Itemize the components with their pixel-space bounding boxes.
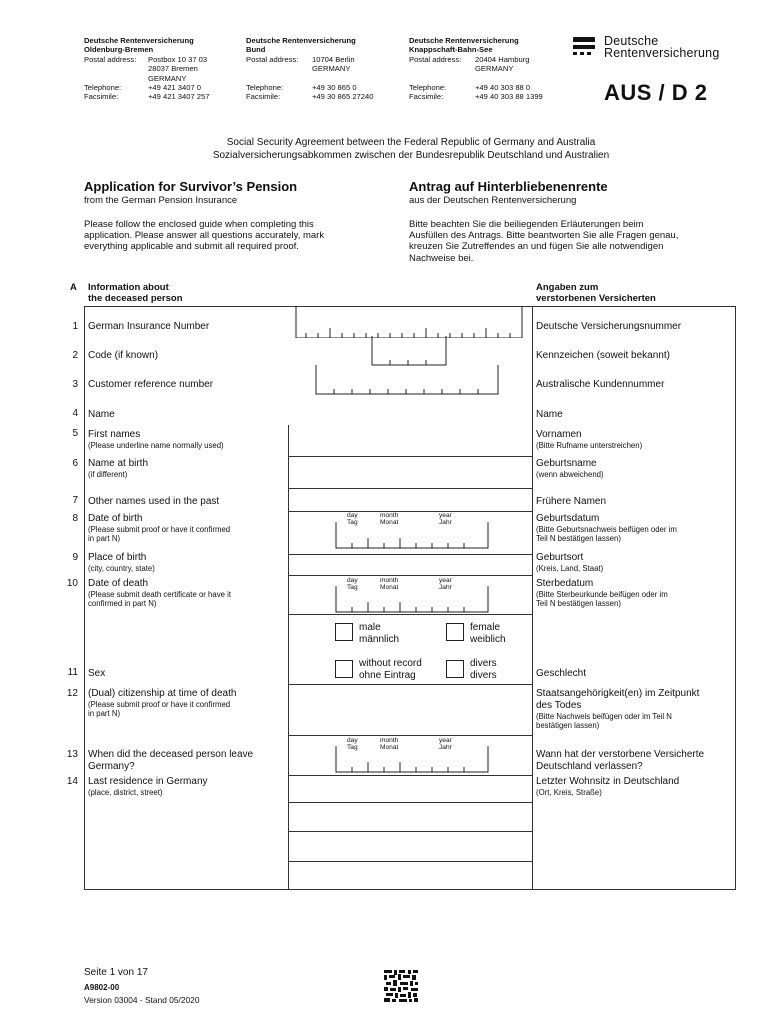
- row-number: 8: [72, 513, 78, 524]
- telephone-label: Telephone:: [84, 83, 122, 93]
- telephone-label: Telephone:: [409, 83, 447, 93]
- label-sub: (city, country, state): [88, 564, 155, 573]
- label-name-de: Name: [536, 409, 563, 420]
- label-sub: (Ort, Kreis, Straße): [536, 788, 602, 797]
- qr-code-icon: [384, 970, 418, 1002]
- label-main: des Todes: [536, 700, 582, 711]
- label-sub: (Bitte Sterbeurkunde beifügen oder im: [536, 590, 668, 599]
- option-de: weiblich: [470, 634, 506, 645]
- sex-divers-checkbox[interactable]: [446, 660, 464, 678]
- fax-label: Facsimile:: [246, 92, 281, 102]
- logo-text: [604, 35, 719, 59]
- sex-female-label: [470, 622, 506, 646]
- row-number: 3: [72, 379, 78, 390]
- label-sub: (Bitte Nachweis beifügen oder im Teil N: [536, 712, 672, 721]
- table-border-left: [84, 306, 85, 890]
- label-code: Code (if known): [88, 350, 159, 361]
- label-kundennummer: Australische Kundennummer: [536, 379, 665, 390]
- fax-value: +49 40 303 88 1399: [475, 92, 543, 102]
- postal-line: Postbox 10 37 03: [148, 54, 208, 64]
- label-main: Place of birth: [88, 552, 147, 563]
- logo-line2: Rentenversicherung: [604, 46, 720, 60]
- row-number: 14: [66, 776, 78, 787]
- sex-divers-label: [470, 658, 497, 682]
- label-main: Staatsangehörigkeit(en) im Zeitpunkt: [536, 688, 700, 699]
- day-label: day: [347, 577, 358, 584]
- first-names-input[interactable]: [290, 428, 530, 454]
- row-number: 13: [66, 749, 78, 760]
- label-main: Deutschland verlassen?: [536, 761, 643, 772]
- label-sterbedatum: [536, 578, 668, 609]
- label-sub: in part N): [88, 709, 121, 719]
- fax-value: +49 30 865 27240: [312, 92, 374, 102]
- other-names-input[interactable]: [290, 490, 530, 510]
- section-title-line: Information about: [88, 282, 169, 293]
- code-field[interactable]: [370, 336, 450, 366]
- form-code: AUS / D 2: [604, 80, 708, 105]
- label-sub: (if different): [88, 470, 128, 479]
- option-en: male: [359, 622, 381, 633]
- office-knappschaft: [409, 36, 569, 102]
- insurance-number-field[interactable]: [290, 306, 532, 338]
- form-number: A9802-00: [84, 983, 120, 992]
- logo-line1: Deutsche: [604, 34, 659, 48]
- title-de: Antrag auf Hinterbliebenenrente: [409, 179, 608, 194]
- name-at-birth-input[interactable]: [290, 458, 530, 486]
- label-main: Wann hat der verstorbene Versicherte: [536, 749, 705, 760]
- fax-value: +49 421 3407 257: [148, 92, 210, 102]
- row-number: 9: [72, 552, 78, 563]
- drv-logo-icon: [572, 37, 598, 61]
- label-sub: (Please underline name normally used): [88, 441, 224, 450]
- input-line: [288, 735, 532, 736]
- label-sub: (Kreis, Land, Staat): [536, 564, 604, 573]
- postal-label: Postal address:: [409, 54, 462, 64]
- section-title-line: Angaben zum: [536, 282, 599, 293]
- option-en: divers: [470, 658, 497, 669]
- year-label: year: [439, 512, 452, 519]
- telephone-value: +49 30 865 0: [312, 83, 357, 93]
- label-main: Germany?: [88, 761, 135, 772]
- subtitle-en: from the German Pension Insurance: [84, 195, 238, 206]
- office-subname: Knappschaft-Bahn-See: [409, 45, 493, 55]
- row-number: 4: [72, 408, 78, 419]
- label-other-names: Other names used in the past: [88, 496, 220, 507]
- month-label: month: [380, 737, 399, 744]
- section-title-en: [88, 282, 183, 304]
- input-line: [288, 488, 532, 489]
- input-line: [288, 575, 532, 576]
- label-insurance-number: German Insurance Number: [88, 321, 210, 332]
- label-customer-reference: Customer reference number: [88, 379, 214, 390]
- label-geburtsdatum: [536, 513, 677, 544]
- office-name: Deutsche Rentenversicherung: [409, 36, 519, 45]
- input-line: [288, 614, 532, 615]
- postal-label: Postal address:: [84, 54, 137, 64]
- table-border-bottom: [84, 889, 736, 890]
- postal-line: 20404 Hamburg: [475, 54, 530, 64]
- label-sub: (wenn abweichend): [536, 470, 604, 479]
- tag-label: Tag: [347, 584, 358, 591]
- label-main: First names: [88, 429, 141, 440]
- option-de: ohne Eintrag: [359, 670, 416, 681]
- label-first-names: [88, 429, 224, 450]
- subtitle-de: aus der Deutschen Rentenversicherung: [409, 195, 577, 206]
- telephone-value: +49 421 3407 0: [148, 83, 201, 93]
- label-main: Vornamen: [536, 429, 582, 440]
- label-sub: (Please submit proof or have it confirmed: [88, 700, 231, 709]
- drv-logo: [572, 36, 732, 62]
- postal-line: GERMANY: [312, 64, 351, 74]
- label-staatsangehoerigkeit: [536, 688, 699, 731]
- office-name: Deutsche Rentenversicherung: [84, 36, 194, 45]
- month-label: month: [380, 512, 399, 519]
- intro-line: kreuzen Sie Zutreffendes an und fügen Sie alle notwendigen: [409, 241, 664, 253]
- label-main: Sterbedatum: [536, 578, 594, 589]
- label-sub: confirmed in part N): [88, 599, 157, 609]
- sex-male-checkbox[interactable]: [335, 623, 353, 641]
- option-en: without record: [359, 658, 422, 669]
- label-sub: (Bitte Rufname unterstreichen): [536, 441, 643, 450]
- label-left-germany: [88, 749, 253, 773]
- postal-line: 28037 Bremen: [148, 64, 198, 74]
- label-sub: Teil N bestätigen lassen): [536, 599, 621, 609]
- telephone-label: Telephone:: [246, 83, 284, 93]
- label-sub: (Please submit death certificate or have it: [88, 590, 232, 599]
- label-sub: (place, district, street): [88, 788, 163, 797]
- monat-label: Monat: [380, 584, 399, 591]
- label-sub: Teil N bestätigen lassen): [536, 534, 621, 544]
- label-date-of-death: [88, 578, 231, 609]
- label-main: Date of birth: [88, 513, 143, 524]
- date-left-germany-field[interactable]: [334, 746, 494, 774]
- title-en: Application for Survivor’s Pension: [84, 179, 298, 194]
- postal-line: 10704 Berlin: [312, 54, 355, 64]
- date-of-death-field[interactable]: [334, 586, 494, 614]
- input-line: [288, 456, 532, 457]
- sex-without-record-label: [359, 658, 422, 682]
- row-number: 5: [72, 428, 78, 439]
- column-divider-left: [288, 425, 289, 890]
- label-deutschland-verlassen: [536, 749, 704, 773]
- intro-line: everything applicable and submit all required proof.: [84, 241, 299, 253]
- intro-en: [84, 219, 324, 253]
- jahr-label: Jahr: [439, 584, 452, 591]
- page-number: Seite 1 von 17: [84, 967, 148, 978]
- place-of-birth-input[interactable]: [290, 556, 530, 574]
- row-number: 10: [66, 578, 78, 589]
- month-label: month: [380, 577, 399, 584]
- year-label: year: [439, 577, 452, 584]
- intro-line: Ausfüllen des Antrags. Bitte beantworten Sie alle Fragen genau,: [409, 230, 679, 242]
- telephone-value: +49 40 303 88 0: [475, 83, 531, 93]
- jahr-label: Jahr: [439, 744, 452, 751]
- label-place-of-birth: [88, 552, 155, 573]
- section-title-line: verstorbenen Versicherten: [536, 293, 656, 304]
- sex-male-label: [359, 622, 399, 646]
- sex-female-checkbox[interactable]: [446, 623, 464, 641]
- row-number: 11: [67, 667, 78, 678]
- input-line: [288, 775, 532, 776]
- office-bund: [246, 36, 406, 102]
- label-main: Geburtsort: [536, 552, 584, 563]
- input-line: [288, 554, 532, 555]
- tag-label: Tag: [347, 519, 358, 526]
- jahr-label: Jahr: [439, 519, 452, 526]
- label-main: Last residence in Germany: [88, 776, 208, 787]
- row-number: 12: [66, 688, 78, 699]
- label-main: Geburtsname: [536, 458, 597, 469]
- table-border-right: [735, 306, 736, 890]
- intro-line: application. Please answer all questions accurately, mark: [84, 230, 325, 242]
- option-en: female: [470, 622, 501, 633]
- day-label: day: [347, 737, 358, 744]
- intro-de: [409, 219, 678, 264]
- section-title-de: [536, 282, 656, 304]
- name-input[interactable]: [290, 400, 530, 422]
- label-name: Name: [88, 409, 115, 420]
- label-date-of-birth: [88, 513, 230, 544]
- intro-line: Nachweise bei.: [409, 252, 474, 264]
- input-line: [288, 511, 532, 512]
- postal-label: Postal address:: [246, 54, 299, 64]
- option-de: männlich: [359, 634, 400, 645]
- version-line: Version 03004 - Stand 05/2020: [84, 995, 200, 1005]
- label-fruehere-namen: Frühere Namen: [536, 496, 607, 507]
- label-name-at-birth: [88, 458, 148, 479]
- label-sub: (Please submit proof or have it confirmed: [88, 525, 231, 534]
- tag-label: Tag: [347, 744, 358, 751]
- intro-line: Please follow the enclosed guide when completing this: [84, 219, 314, 230]
- label-main: Name at birth: [88, 458, 149, 469]
- label-main: Date of death: [88, 578, 149, 589]
- section-title-line: the deceased person: [88, 293, 183, 304]
- label-main: (Dual) citizenship at time of death: [88, 688, 237, 699]
- agreement-en: Social Security Agreement between the Federal Republic of Germany and Australia: [226, 137, 596, 148]
- row-number: 7: [72, 495, 78, 506]
- monat-label: Monat: [380, 744, 399, 751]
- office-subname: Bund: [246, 45, 266, 55]
- label-main: Geburtsdatum: [536, 513, 600, 524]
- label-geburtsort: [536, 552, 603, 573]
- day-label: day: [347, 512, 358, 519]
- year-label: year: [439, 737, 452, 744]
- last-residence-input[interactable]: [290, 777, 530, 887]
- postal-line: GERMANY: [475, 64, 514, 74]
- postal-line: GERMANY: [148, 73, 187, 83]
- label-geschlecht: Geschlecht: [536, 668, 587, 679]
- label-versicherungsnummer: Deutsche Versicherungsnummer: [536, 321, 682, 332]
- label-citizenship: [88, 688, 236, 719]
- customer-reference-field[interactable]: [312, 365, 504, 395]
- label-last-residence: [88, 776, 208, 797]
- label-vornamen: [536, 429, 642, 450]
- label-sub: (Bitte Geburtsnachweis beifügen oder im: [536, 525, 677, 534]
- row-number: 2: [72, 350, 78, 361]
- office-oldenburg-bremen: [84, 36, 244, 102]
- label-main: When did the deceased person leave: [88, 749, 254, 760]
- office-subname: Oldenburg-Bremen: [84, 45, 154, 55]
- label-geburtsname: [536, 458, 604, 479]
- label-sex: Sex: [88, 668, 106, 679]
- agreement-de: Sozialversicherungsabkommen zwischen der Bundesrepublik Deutschland und Australien: [212, 150, 610, 161]
- intro-line: Bitte beachten Sie die beiliegenden Erläuterungen beim: [409, 219, 644, 230]
- monat-label: Monat: [380, 519, 399, 526]
- label-sub: bestätigen lassen): [536, 721, 600, 731]
- row-number: 6: [72, 458, 78, 469]
- input-line: [288, 684, 532, 685]
- citizenship-input[interactable]: [290, 686, 530, 734]
- column-divider-right: [532, 306, 533, 890]
- label-letzter-wohnsitz: [536, 776, 679, 797]
- section-letter: A: [70, 282, 77, 293]
- fax-label: Facsimile:: [409, 92, 444, 102]
- sex-without-record-checkbox[interactable]: [335, 660, 353, 678]
- fax-label: Facsimile:: [84, 92, 119, 102]
- row-number: 1: [72, 321, 78, 332]
- office-name: Deutsche Rentenversicherung: [246, 36, 356, 45]
- label-kennzeichen: Kennzeichen (soweit bekannt): [536, 350, 670, 361]
- label-sub: in part N): [88, 534, 121, 544]
- option-de: divers: [470, 670, 497, 681]
- label-main: Letzter Wohnsitz in Deutschland: [536, 776, 680, 787]
- date-of-birth-field[interactable]: [334, 522, 494, 550]
